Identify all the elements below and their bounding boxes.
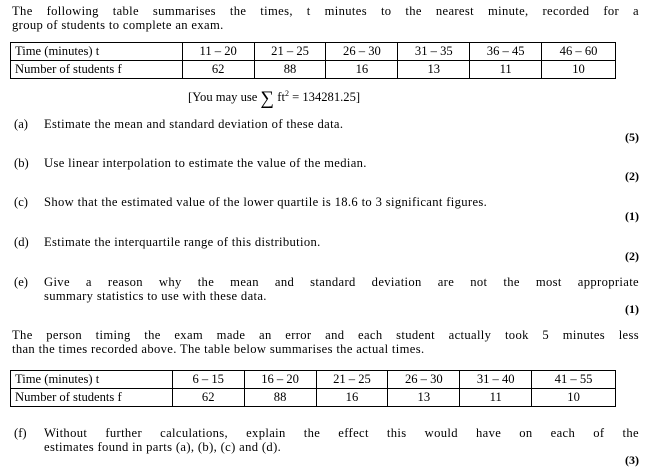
question-e-text-line-1: Give a reason why the mean and standard deviation are not the most appropriate bbox=[44, 275, 639, 289]
sigma-symbol: ∑ bbox=[260, 88, 275, 109]
frequency-table-actual bbox=[10, 370, 616, 407]
question-c-letter: (c) bbox=[14, 195, 28, 209]
table-cell-frequency: 13 bbox=[388, 389, 460, 407]
table-row-time bbox=[11, 371, 616, 389]
table-row-frequency bbox=[11, 61, 616, 79]
hint-line bbox=[188, 88, 361, 109]
table-cell-time: 16 – 20 bbox=[244, 371, 316, 389]
middle-line-1: The person timing the exam made an error and each student actually took 5 minutes less bbox=[12, 328, 639, 342]
table-header-students: Number of students f bbox=[11, 61, 183, 79]
question-e-marks: (1) bbox=[625, 302, 639, 316]
question-e-text-line-2: summary statistics to use with these data. bbox=[44, 289, 267, 303]
table-cell-frequency: 11 bbox=[470, 61, 542, 79]
table-header-students: Number of students f bbox=[11, 389, 173, 407]
table-cell-time: 36 – 45 bbox=[470, 43, 542, 61]
table-cell-time: 6 – 15 bbox=[172, 371, 244, 389]
table-cell-time: 46 – 60 bbox=[542, 43, 616, 61]
table-cell-time: 31 – 40 bbox=[460, 371, 532, 389]
table-cell-time: 21 – 25 bbox=[254, 43, 326, 61]
question-c-marks: (1) bbox=[625, 209, 639, 223]
question-d-marks: (2) bbox=[625, 249, 639, 263]
hint-expression: ft bbox=[277, 90, 285, 104]
middle-line-2: than the times recorded above. The table below summarises the actual times. bbox=[12, 342, 425, 356]
table-cell-frequency: 11 bbox=[460, 389, 532, 407]
table-cell-time: 26 – 30 bbox=[326, 43, 398, 61]
question-a-text: Estimate the mean and standard deviation of these data. bbox=[44, 117, 344, 131]
question-f-text-line-1: Without further calculations, explain the effect this would have on each of the bbox=[44, 426, 639, 440]
table-cell-time: 21 – 25 bbox=[316, 371, 388, 389]
table-cell-frequency: 62 bbox=[182, 61, 254, 79]
question-f-text-line-2: estimates found in parts (a), (b), (c) and (d). bbox=[44, 440, 282, 454]
table-cell-time: 31 – 35 bbox=[398, 43, 470, 61]
table-cell-frequency: 88 bbox=[254, 61, 326, 79]
hint-prefix: [You may use bbox=[188, 90, 258, 104]
table-cell-frequency: 62 bbox=[172, 389, 244, 407]
question-d-letter: (d) bbox=[14, 235, 29, 249]
table-row-frequency bbox=[11, 389, 616, 407]
question-a-marks: (5) bbox=[625, 130, 639, 144]
table-cell-frequency: 13 bbox=[398, 61, 470, 79]
question-a-letter: (a) bbox=[14, 117, 28, 131]
table-cell-frequency: 88 bbox=[244, 389, 316, 407]
hint-power: 2 bbox=[284, 88, 289, 98]
table-cell-frequency: 16 bbox=[326, 61, 398, 79]
question-b-letter: (b) bbox=[14, 156, 29, 170]
table-header-time: Time (minutes) t bbox=[11, 43, 183, 61]
question-c-text: Show that the estimated value of the lower quartile is 18.6 to 3 significant figures. bbox=[44, 195, 488, 209]
table-cell-frequency: 10 bbox=[542, 61, 616, 79]
table-cell-frequency: 16 bbox=[316, 389, 388, 407]
question-e-letter: (e) bbox=[14, 275, 28, 289]
table-cell-frequency: 10 bbox=[532, 389, 616, 407]
table-cell-time: 41 – 55 bbox=[532, 371, 616, 389]
table-cell-time: 26 – 30 bbox=[388, 371, 460, 389]
question-b-text: Use linear interpolation to estimate the value of the median. bbox=[44, 156, 367, 170]
hint-suffix: = 134281.25] bbox=[292, 90, 361, 104]
question-f-marks: (3) bbox=[625, 453, 639, 467]
question-f-letter: (f) bbox=[14, 426, 27, 440]
table-cell-time: 11 – 20 bbox=[182, 43, 254, 61]
intro-line-1: The following table summarises the times, t minutes to the nearest minute, recorded for a bbox=[12, 4, 639, 18]
table-row-time bbox=[11, 43, 616, 61]
question-b-marks: (2) bbox=[625, 169, 639, 183]
frequency-table-recorded bbox=[10, 42, 616, 79]
table-header-time: Time (minutes) t bbox=[11, 371, 173, 389]
question-d-text: Estimate the interquartile range of this distribution. bbox=[44, 235, 321, 249]
intro-line-2: group of students to complete an exam. bbox=[12, 18, 224, 32]
